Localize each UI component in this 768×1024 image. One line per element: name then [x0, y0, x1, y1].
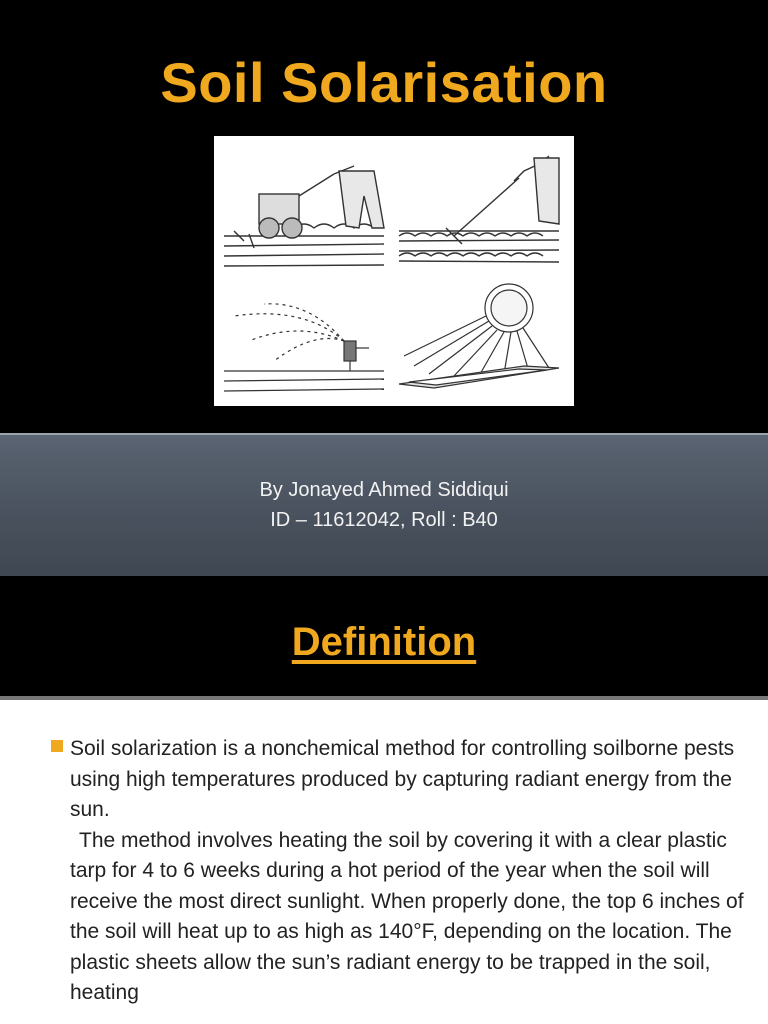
illustration-svg [214, 136, 574, 406]
raking-panel [399, 156, 559, 262]
slide-title: Soil Solarisation [160, 51, 608, 114]
author-id: ID – 11612042, Roll : B40 [270, 509, 498, 531]
definition-heading: Definition [291, 620, 477, 664]
definition-paragraph-1: Soil solarization is a nonchemical method for controlling soilborne pests using high temperatures produced by capturing radiant energy from the sun. [70, 737, 735, 821]
title-slide [0, 0, 768, 430]
sun-tarp-panel [399, 284, 559, 388]
definition-body [0, 700, 768, 1024]
author-name: By Jonayed Ahmed Siddiqui [259, 479, 509, 501]
definition-text [70, 734, 760, 1009]
square-bullet-icon [51, 740, 63, 752]
watering-panel [224, 304, 384, 391]
tilling-panel [224, 166, 384, 266]
solarisation-illustration [214, 136, 574, 406]
definition-slide-header [0, 576, 768, 696]
definition-paragraph-2: The method involves heating the soil by covering it with a clear plastic tarp for 4 to 6 weeks during a hot period of the year when the soil will receive the most direct sunlight. When properly done, the top 6 inches of the soil will heat up to as high as 140°F, depending on the location. The plastic sheets allow the sun’s radiant energy to be trapped in the soil, heating [70, 828, 744, 1004]
author-band [0, 433, 768, 578]
author-byline [0, 475, 768, 535]
